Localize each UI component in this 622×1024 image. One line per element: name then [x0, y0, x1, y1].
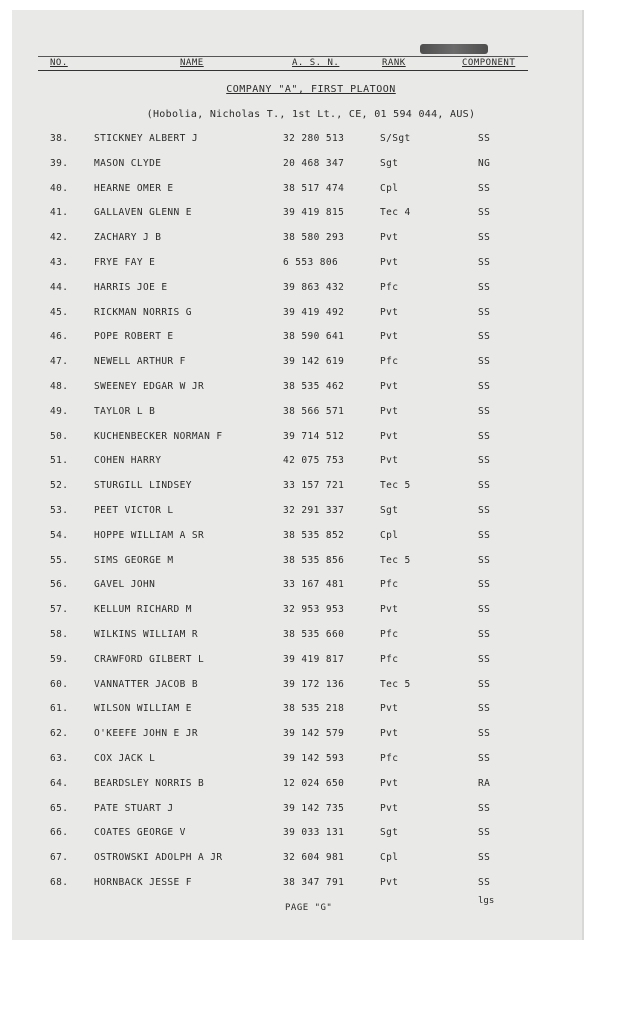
soldier-name: COX JACK L	[94, 753, 156, 764]
header-no: NO.	[50, 58, 68, 68]
row-number: 62.	[50, 728, 69, 740]
component: SS	[478, 306, 491, 318]
rank: Tec 4	[380, 207, 411, 219]
army-serial-number: 38 535 218	[283, 703, 345, 715]
component: SS	[478, 430, 491, 442]
row-number: 49.	[50, 405, 69, 417]
roster-row	[0, 555, 622, 575]
roster-row	[0, 803, 622, 823]
roster-row	[0, 827, 622, 847]
component: SS	[478, 653, 491, 665]
rank: Pvt	[380, 802, 399, 814]
component: SS	[478, 579, 491, 591]
roster-row	[0, 331, 622, 351]
officer-line: (Hobolia, Nicholas T., 1st Lt., CE, 01 594 044, AUS)	[146, 109, 476, 120]
row-number: 50.	[50, 430, 69, 442]
roster-row	[0, 629, 622, 649]
army-serial-number: 12 024 650	[283, 777, 345, 789]
rank: Tec 5	[380, 678, 411, 690]
rank: Cpl	[380, 182, 399, 194]
component: SS	[478, 554, 491, 566]
component: SS	[478, 852, 491, 864]
army-serial-number: 39 714 512	[283, 430, 345, 442]
rank: Pfc	[380, 629, 399, 640]
page-label: PAGE "G"	[285, 903, 333, 913]
soldier-name: GALLAVEN GLENN E	[94, 207, 192, 219]
row-number: 56.	[50, 579, 69, 591]
component: SS	[478, 827, 491, 839]
roster-row	[0, 679, 622, 699]
soldier-name: HORNBACK JESSE F	[94, 877, 192, 888]
soldier-name: STICKNEY ALBERT J	[94, 133, 199, 144]
component: SS	[478, 281, 491, 293]
soldier-name: HOPPE WILLIAM A SR	[94, 529, 205, 541]
rank: Pfc	[380, 753, 399, 764]
roster-row	[0, 753, 622, 773]
row-number: 44.	[50, 281, 69, 293]
row-number: 41.	[50, 207, 69, 219]
rank: Pfc	[380, 579, 399, 591]
component: SS	[478, 182, 491, 194]
roster-row	[0, 257, 622, 277]
soldier-name: HEARNE OMER E	[94, 182, 174, 194]
roster-row	[0, 356, 622, 376]
soldier-name: BEARDSLEY NORRIS B	[94, 777, 205, 789]
header-asn: A. S. N.	[292, 58, 340, 68]
row-number: 52.	[50, 480, 69, 492]
component: SS	[478, 703, 491, 715]
rank: S/Sgt	[380, 133, 411, 144]
roster-row	[0, 133, 622, 153]
row-number: 65.	[50, 802, 69, 814]
component: SS	[478, 678, 491, 690]
typist-initials: lgs	[478, 896, 495, 906]
roster-row	[0, 431, 622, 451]
roster-row	[0, 158, 622, 178]
army-serial-number: 39 142 593	[283, 753, 345, 764]
rank: Cpl	[380, 529, 399, 541]
soldier-name: SIMS GEORGE M	[94, 554, 174, 566]
soldier-name: KUCHENBECKER NORMAN F	[94, 430, 223, 442]
roster-row	[0, 604, 622, 624]
rank: Pvt	[380, 455, 399, 467]
army-serial-number: 39 142 579	[283, 728, 345, 740]
rank: Sgt	[380, 827, 399, 839]
rank: Pvt	[380, 604, 399, 616]
row-number: 39.	[50, 157, 69, 169]
roster-row	[0, 183, 622, 203]
army-serial-number: 32 604 981	[283, 852, 345, 864]
component: SS	[478, 257, 491, 268]
component: SS	[478, 505, 491, 516]
soldier-name: COHEN HARRY	[94, 455, 162, 467]
soldier-name: WILSON WILLIAM E	[94, 703, 192, 715]
header-component: COMPONENT	[462, 58, 516, 68]
row-number: 68.	[50, 877, 69, 888]
component: SS	[478, 455, 491, 467]
row-number: 54.	[50, 529, 69, 541]
roster-row	[0, 530, 622, 550]
component: SS	[478, 405, 491, 417]
army-serial-number: 39 172 136	[283, 678, 345, 690]
roster-row	[0, 480, 622, 500]
rank: Pvt	[380, 306, 399, 318]
army-serial-number: 39 419 817	[283, 653, 345, 665]
rank: Pvt	[380, 777, 399, 789]
row-number: 43.	[50, 257, 69, 268]
rank: Pfc	[380, 356, 399, 368]
row-number: 66.	[50, 827, 69, 839]
component: SS	[478, 529, 491, 541]
header-rule	[38, 70, 528, 71]
row-number: 51.	[50, 455, 69, 467]
army-serial-number: 39 863 432	[283, 281, 345, 293]
rank: Pvt	[380, 703, 399, 715]
header-rank: RANK	[382, 58, 406, 68]
component: SS	[478, 877, 491, 888]
component: RA	[478, 777, 491, 789]
army-serial-number: 38 535 856	[283, 554, 345, 566]
top-rule	[38, 56, 528, 57]
row-number: 67.	[50, 852, 69, 864]
army-serial-number: 20 468 347	[283, 157, 345, 169]
army-serial-number: 38 566 571	[283, 405, 345, 417]
rank: Tec 5	[380, 480, 411, 492]
roster-row	[0, 852, 622, 872]
row-number: 45.	[50, 306, 69, 318]
component: NG	[478, 157, 491, 169]
roster-row	[0, 778, 622, 798]
component: SS	[478, 802, 491, 814]
army-serial-number: 39 142 619	[283, 356, 345, 368]
row-number: 38.	[50, 133, 69, 144]
row-number: 55.	[50, 554, 69, 566]
soldier-name: SWEENEY EDGAR W JR	[94, 381, 205, 392]
row-number: 64.	[50, 777, 69, 789]
ink-smudge	[420, 44, 488, 54]
soldier-name: PATE STUART J	[94, 802, 174, 814]
row-number: 57.	[50, 604, 69, 616]
army-serial-number: 39 419 492	[283, 306, 345, 318]
rank: Pfc	[380, 653, 399, 665]
roster-row	[0, 654, 622, 674]
roster-row	[0, 406, 622, 426]
roster-row	[0, 579, 622, 599]
row-number: 59.	[50, 653, 69, 665]
rank: Pvt	[380, 232, 399, 244]
row-number: 46.	[50, 331, 69, 343]
roster-row	[0, 232, 622, 252]
soldier-name: CRAWFORD GILBERT L	[94, 653, 205, 665]
rank: Sgt	[380, 157, 399, 169]
soldier-name: O'KEEFE JOHN E JR	[94, 728, 199, 740]
army-serial-number: 38 590 641	[283, 331, 345, 343]
row-number: 47.	[50, 356, 69, 368]
roster-row	[0, 381, 622, 401]
army-serial-number: 33 157 721	[283, 480, 345, 492]
row-number: 40.	[50, 182, 69, 194]
rank: Pvt	[380, 381, 399, 392]
rank: Pvt	[380, 257, 399, 268]
army-serial-number: 6 553 806	[283, 257, 339, 268]
army-serial-number: 38 535 462	[283, 381, 345, 392]
component: SS	[478, 232, 491, 244]
soldier-name: FRYE FAY E	[94, 257, 156, 268]
army-serial-number: 38 347 791	[283, 877, 345, 888]
soldier-name: COATES GEORGE V	[94, 827, 186, 839]
army-serial-number: 39 033 131	[283, 827, 345, 839]
army-serial-number: 38 517 474	[283, 182, 345, 194]
soldier-name: NEWELL ARTHUR F	[94, 356, 186, 368]
roster-row	[0, 703, 622, 723]
roster-row	[0, 207, 622, 227]
component: SS	[478, 207, 491, 219]
component: SS	[478, 331, 491, 343]
component: SS	[478, 629, 491, 640]
soldier-name: TAYLOR L B	[94, 405, 156, 417]
roster-row	[0, 282, 622, 302]
component: SS	[478, 728, 491, 740]
soldier-name: KELLUM RICHARD M	[94, 604, 192, 616]
army-serial-number: 38 535 852	[283, 529, 345, 541]
soldier-name: POPE ROBERT E	[94, 331, 174, 343]
component: SS	[478, 381, 491, 392]
company-title: COMPANY "A", FIRST PLATOON	[226, 84, 396, 95]
army-serial-number: 38 580 293	[283, 232, 345, 244]
rank: Cpl	[380, 852, 399, 864]
soldier-name: ZACHARY J B	[94, 232, 162, 244]
soldier-name: STURGILL LINDSEY	[94, 480, 192, 492]
row-number: 48.	[50, 381, 69, 392]
roster-row	[0, 307, 622, 327]
army-serial-number: 32 953 953	[283, 604, 345, 616]
rank: Sgt	[380, 505, 399, 516]
rank: Pfc	[380, 281, 399, 293]
army-serial-number: 39 419 815	[283, 207, 345, 219]
row-number: 53.	[50, 505, 69, 516]
rank: Pvt	[380, 405, 399, 417]
soldier-name: WILKINS WILLIAM R	[94, 629, 199, 640]
rank: Tec 5	[380, 554, 411, 566]
component: SS	[478, 753, 491, 764]
army-serial-number: 32 291 337	[283, 505, 345, 516]
soldier-name: PEET VICTOR L	[94, 505, 174, 516]
header-name: NAME	[180, 58, 204, 68]
soldier-name: RICKMAN NORRIS G	[94, 306, 192, 318]
army-serial-number: 39 142 735	[283, 802, 345, 814]
row-number: 42.	[50, 232, 69, 244]
roster-row	[0, 877, 622, 897]
rank: Pvt	[380, 430, 399, 442]
component: SS	[478, 480, 491, 492]
row-number: 58.	[50, 629, 69, 640]
soldier-name: OSTROWSKI ADOLPH A JR	[94, 852, 223, 864]
soldier-name: VANNATTER JACOB B	[94, 678, 199, 690]
soldier-name: GAVEL JOHN	[94, 579, 156, 591]
army-serial-number: 32 280 513	[283, 133, 345, 144]
row-number: 60.	[50, 678, 69, 690]
rank: Pvt	[380, 877, 399, 888]
rank: Pvt	[380, 728, 399, 740]
row-number: 63.	[50, 753, 69, 764]
soldier-name: MASON CLYDE	[94, 157, 162, 169]
soldier-name: HARRIS JOE E	[94, 281, 168, 293]
row-number: 61.	[50, 703, 69, 715]
roster-row	[0, 455, 622, 475]
component: SS	[478, 133, 491, 144]
army-serial-number: 42 075 753	[283, 455, 345, 467]
rank: Pvt	[380, 331, 399, 343]
component: SS	[478, 356, 491, 368]
army-serial-number: 38 535 660	[283, 629, 345, 640]
component: SS	[478, 604, 491, 616]
roster-row	[0, 728, 622, 748]
army-serial-number: 33 167 481	[283, 579, 345, 591]
roster-row	[0, 505, 622, 525]
